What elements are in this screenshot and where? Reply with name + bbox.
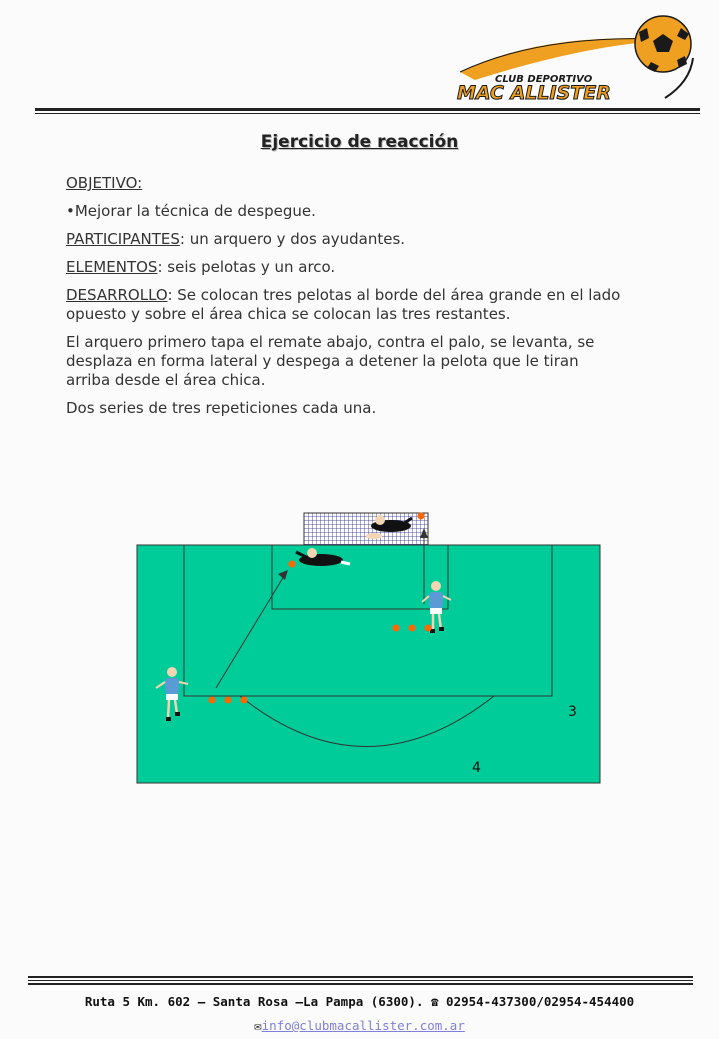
page-title: Ejercicio de reacción bbox=[260, 132, 459, 152]
club-logo bbox=[455, 10, 705, 110]
goal-net bbox=[304, 513, 428, 545]
objetivo-bullet: •Mejorar la técnica de despegue. bbox=[66, 202, 316, 220]
mail-icon: ✉ bbox=[254, 1018, 262, 1033]
elementos-text: : seis pelotas y un arco. bbox=[157, 258, 336, 276]
elementos-label: ELEMENTOS bbox=[66, 258, 158, 276]
objetivo-label: OBJETIVO: bbox=[66, 174, 143, 192]
exercise-description bbox=[66, 174, 626, 427]
footer-address: Ruta 5 Km. 602 – Santa Rosa –La Pampa (6300). ☎ 02954-437300/02954-454400 bbox=[84, 994, 635, 1009]
balls-small-area bbox=[393, 625, 432, 632]
club-line1: CLUB DEPORTIVO bbox=[495, 74, 593, 85]
balls-big-area bbox=[209, 697, 248, 704]
diagram-label-3: 3 bbox=[568, 704, 577, 720]
ball-high bbox=[418, 513, 425, 520]
participantes-text: : un arquero y dos ayudantes. bbox=[179, 230, 406, 248]
participantes-label: PARTICIPANTES bbox=[66, 230, 180, 248]
ball-shot bbox=[289, 561, 296, 568]
pitch bbox=[137, 545, 600, 783]
header-divider bbox=[35, 108, 700, 114]
diagram-label-4: 4 bbox=[472, 760, 481, 776]
desarrollo-label: DESARROLLO bbox=[66, 286, 168, 304]
exercise-diagram bbox=[136, 512, 602, 786]
club-logo-graphic bbox=[455, 10, 705, 110]
paragraph-2: El arquero primero tapa el remate abajo, contra el palo, se levanta, se desplaza en forma lateral y despega a detener la pelota que le tiran arriba desde el área chica. bbox=[66, 333, 595, 389]
email-link[interactable]: info@clubmacallister.com.ar bbox=[261, 1018, 465, 1033]
footer-email-line bbox=[0, 1018, 719, 1033]
desarrollo-text: : Se colocan tres pelotas al borde del área grande en el lado opuesto y sobre el área chica se colocan las tres restantes. bbox=[66, 286, 621, 323]
pitch-diagram bbox=[136, 512, 602, 786]
footer-divider bbox=[28, 976, 693, 985]
club-line2: MAC ALLISTER bbox=[457, 82, 611, 104]
paragraph-3: Dos series de tres repeticiones cada una. bbox=[66, 399, 377, 417]
